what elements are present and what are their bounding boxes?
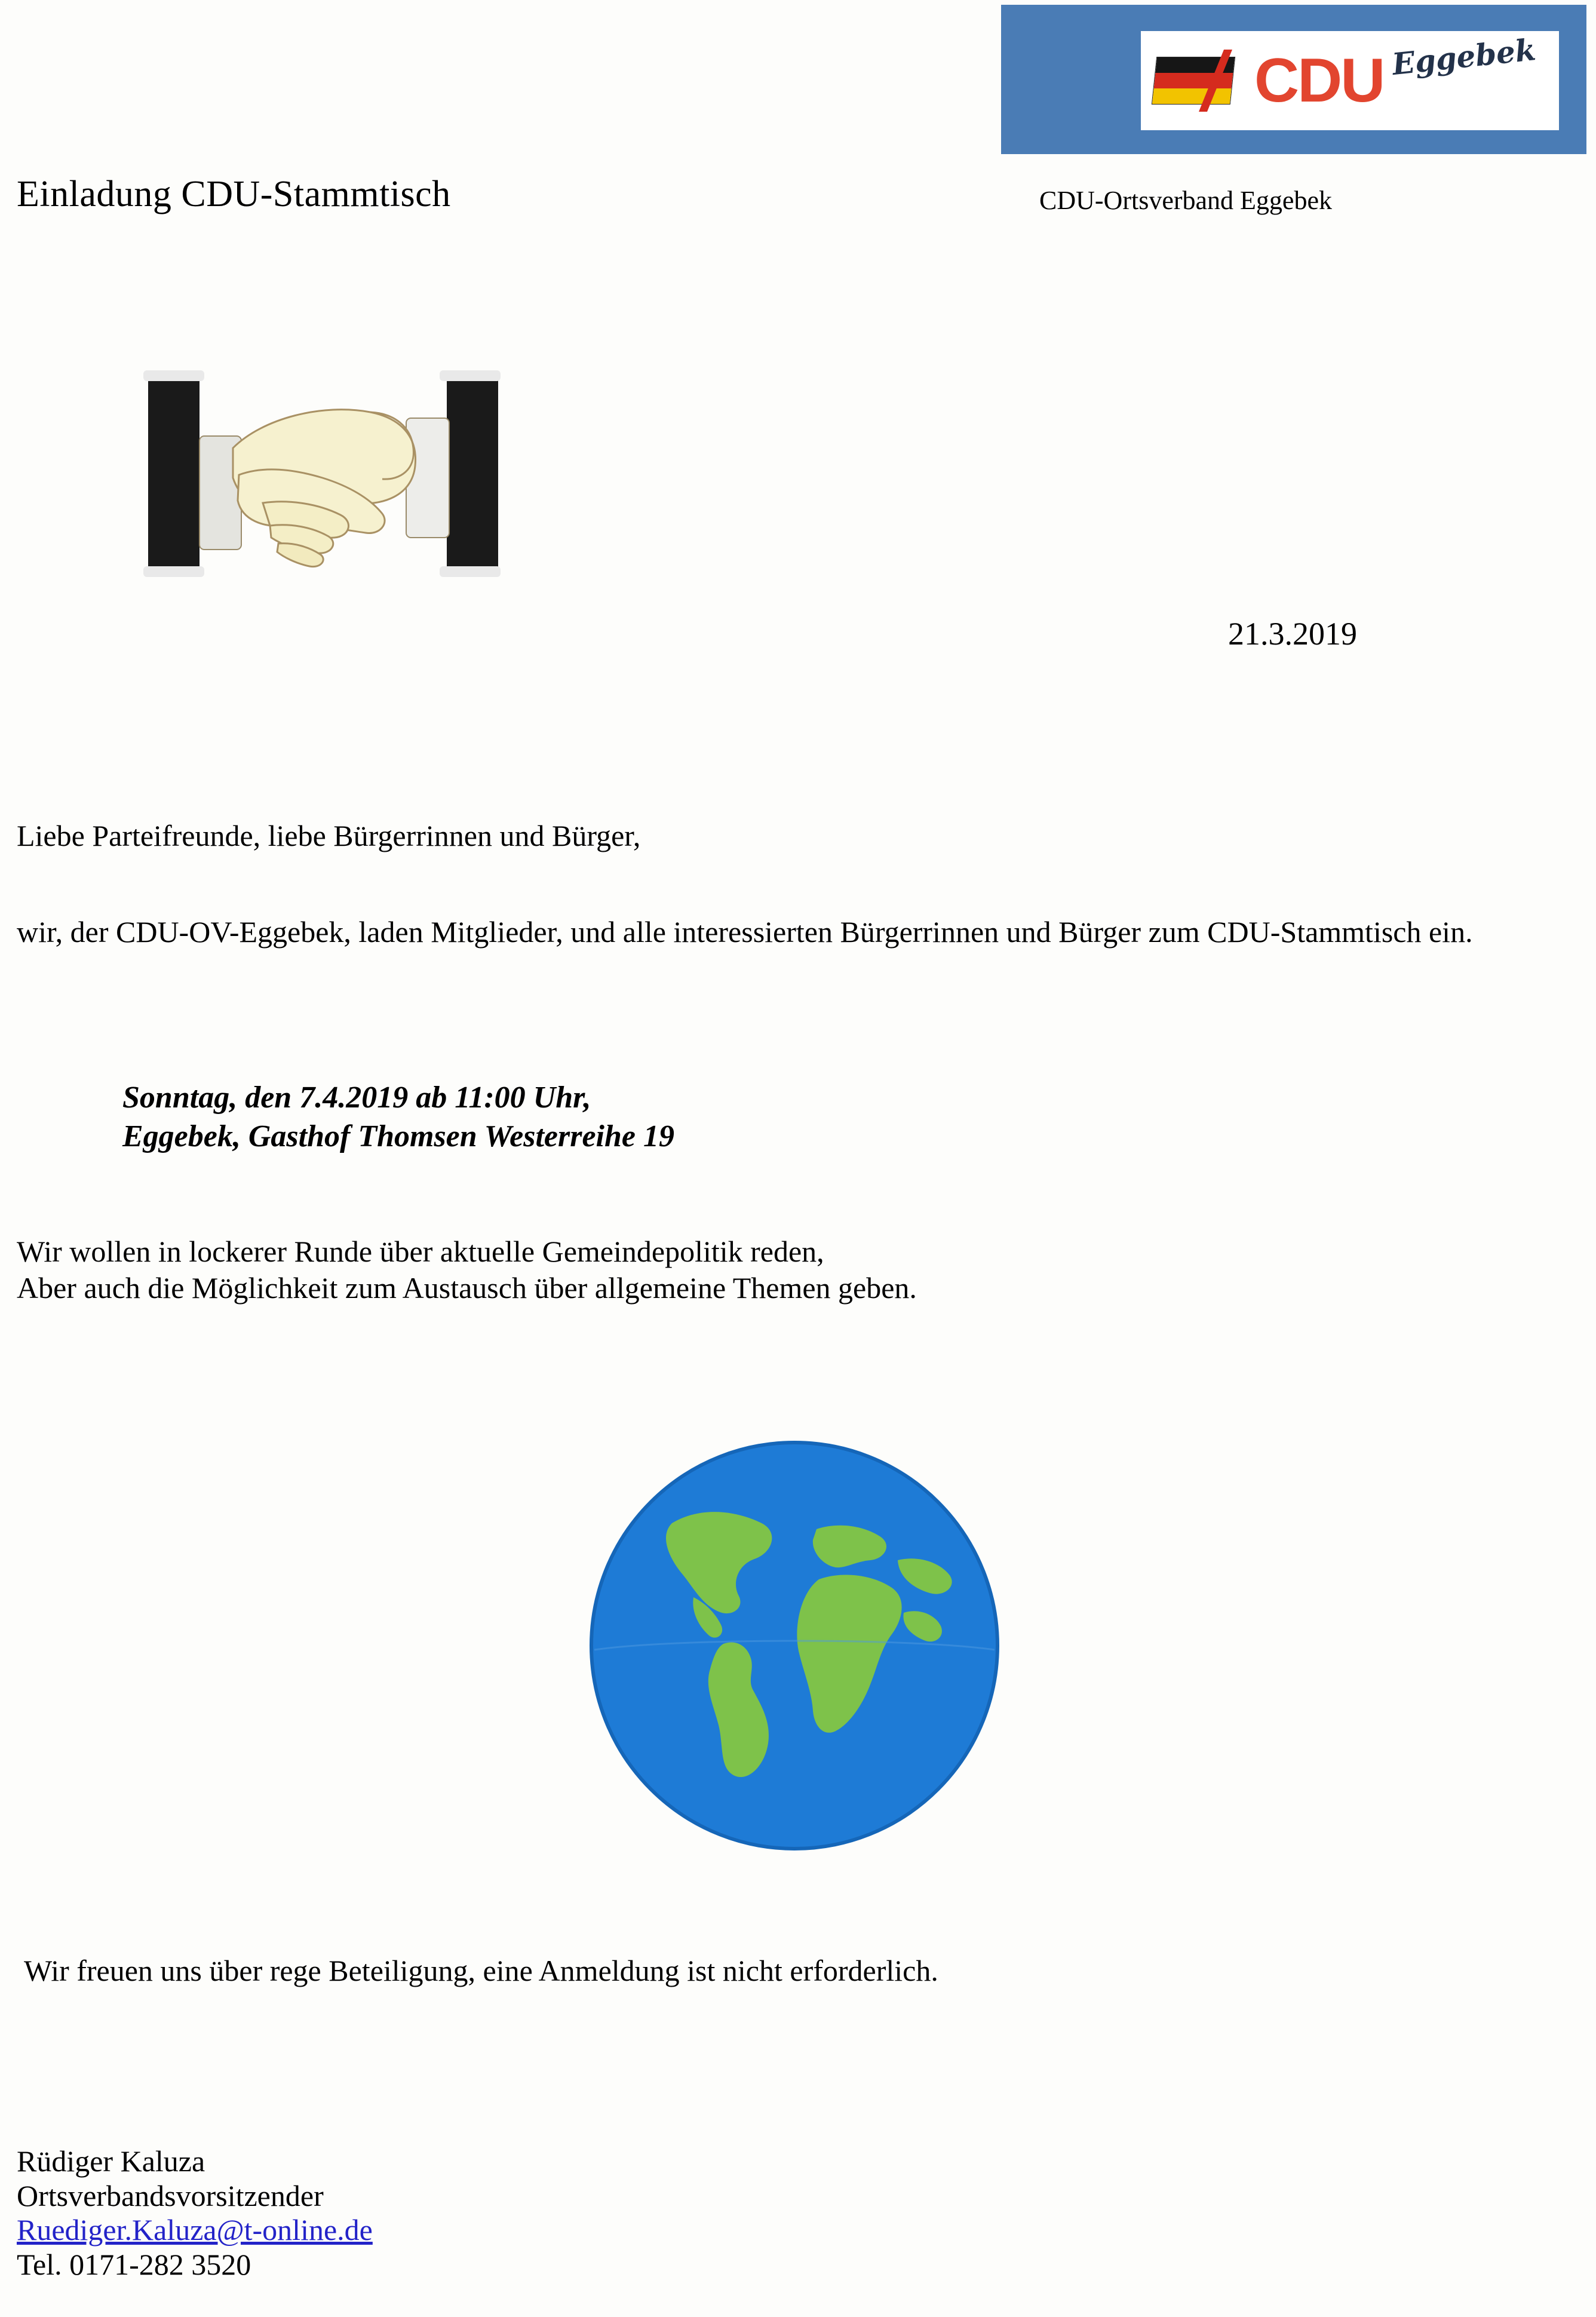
body-line-1: Wir wollen in lockerer Runde über aktuelle Gemeindepolitik reden, bbox=[17, 1235, 824, 1268]
cdu-logo-inner bbox=[1141, 31, 1559, 130]
cdu-logo bbox=[1001, 5, 1586, 154]
signature-role: Ortsverbandsvorsitzender bbox=[17, 2178, 324, 2212]
signature-phone: Tel. 0171-282 3520 bbox=[17, 2247, 251, 2281]
handshake-illustration bbox=[143, 346, 508, 585]
signature-name: Rüdiger Kaluza bbox=[17, 2144, 205, 2178]
event-details bbox=[122, 1078, 1496, 1156]
event-line-1: Sonntag, den 7.4.2019 ab 11:00 Uhr, bbox=[122, 1081, 591, 1115]
salutation: Liebe Parteifreunde, liebe Bürgerrinnen und Bürger, bbox=[17, 819, 641, 852]
german-flag-icon bbox=[1154, 52, 1244, 109]
globe-illustration bbox=[582, 1434, 1006, 1858]
organization-name: CDU-Ortsverband Eggebek bbox=[1039, 186, 1332, 215]
document-date: 21.3.2019 bbox=[1228, 616, 1357, 652]
signature-email-link[interactable]: Ruediger.Kaluza@t-online.de bbox=[17, 2213, 373, 2247]
page-title: Einladung CDU-Stammtisch bbox=[17, 174, 451, 214]
closing-text: Wir freuen uns über rege Beteiligung, eine Anmeldung ist nicht erforderlich. bbox=[24, 1954, 938, 1987]
event-line-2: Eggebek, Gasthof Thomsen Westerreihe 19 bbox=[122, 1119, 674, 1153]
eggebek-script-label: Eggebek bbox=[1391, 32, 1538, 82]
signature-block bbox=[17, 2144, 373, 2282]
body-line-2: Aber auch die Möglichkeit zum Austausch über allgemeine Themen geben. bbox=[17, 1271, 917, 1305]
body-paragraph bbox=[17, 1233, 1528, 1306]
cdu-wordmark: CDU bbox=[1254, 46, 1384, 115]
intro-paragraph: wir, der CDU-OV-Eggebek, laden Mitglieder, und alle interessierten Bürgerrinnen und Bürger zum CDU-Stammtisch ein. bbox=[17, 915, 1473, 949]
